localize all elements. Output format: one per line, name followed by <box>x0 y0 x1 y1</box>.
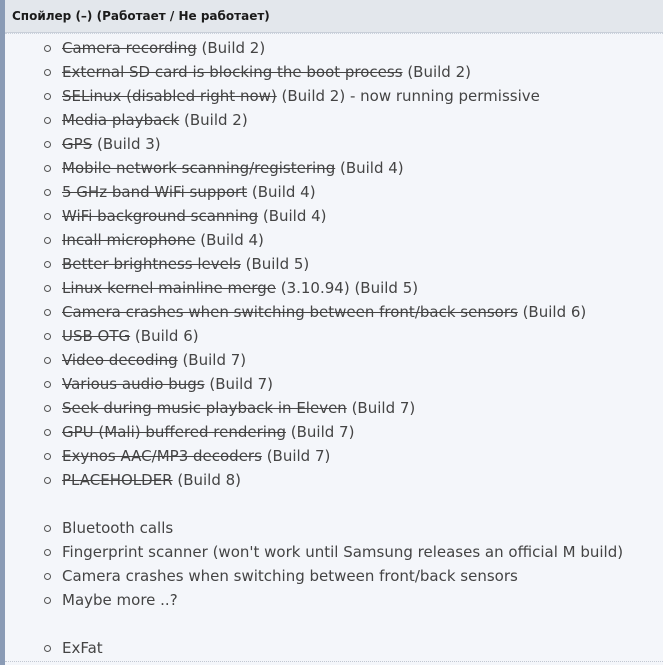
extra-list <box>5 636 103 660</box>
spoiler-header[interactable] <box>5 0 663 33</box>
list-item <box>5 156 586 180</box>
list-item <box>5 636 103 660</box>
build-note: (Build 7) <box>261 447 331 465</box>
fixed-issue-name: USB OTG <box>62 327 131 345</box>
broken-issue-name: Fingerprint scanner (won't work until Samsung releases an official M build) <box>62 543 624 561</box>
build-note: (3.10.94) (Build 5) <box>275 279 419 297</box>
spoiler-title[interactable]: Спойлер (–) (Работает / Не работает) <box>12 9 270 23</box>
fixed-issue-name: Camera crashes when switching between front/back sensors <box>62 303 518 321</box>
fixed-issue-name: GPU (Mali) buffered rendering <box>62 423 286 441</box>
fixed-issue-name: Mobile network scanning/registering <box>62 159 336 177</box>
fixed-issue-name: GPS <box>62 135 93 153</box>
list-item <box>5 444 586 468</box>
fixed-issue-name: Better brightness levels <box>62 255 241 273</box>
list-item <box>5 228 586 252</box>
list-item <box>5 396 586 420</box>
list-item <box>5 36 586 60</box>
list-item <box>5 108 586 132</box>
list-item <box>5 204 586 228</box>
build-note: (Build 7) <box>177 351 247 369</box>
fixed-issues-list <box>5 36 586 492</box>
build-note: (Build 3) <box>92 135 161 153</box>
build-note: (Build 7) <box>346 399 416 417</box>
list-item <box>5 348 586 372</box>
list-item <box>5 516 623 540</box>
fixed-issue-name: Camera recording <box>62 39 197 57</box>
build-note: (Build 4) <box>335 159 404 177</box>
fixed-issue-name: Video decoding <box>62 351 178 369</box>
build-note: (Build 2) <box>196 39 266 57</box>
broken-issues-list <box>5 516 623 612</box>
list-item <box>5 468 586 492</box>
list-item <box>5 324 586 348</box>
fixed-issue-name: Exynos AAC/MP3 decoders <box>62 447 262 465</box>
list-item <box>5 60 586 84</box>
list-item <box>5 372 586 396</box>
list-item <box>5 564 623 588</box>
list-item <box>5 300 586 324</box>
fixed-issue-name: WiFi background scanning <box>62 207 259 225</box>
fixed-issue-name: Linux kernel mainline merge <box>62 279 276 297</box>
fixed-issue-name: 5 GHz band WiFi support <box>62 183 248 201</box>
list-item <box>5 540 623 564</box>
build-note: (Build 2) <box>179 111 248 129</box>
build-note: (Build 8) <box>172 471 242 489</box>
fixed-issue-name: PLACEHOLDER <box>62 471 173 489</box>
list-item <box>5 276 586 300</box>
fixed-issue-name: Various audio bugs <box>62 375 205 393</box>
build-note: (Build 2) <box>402 63 471 81</box>
list-item <box>5 588 623 612</box>
build-note: (Build 2) - now running permissive <box>276 87 540 105</box>
fixed-issue-name: Media playback <box>62 111 180 129</box>
build-note: (Build 4) <box>258 207 327 225</box>
fixed-issue-name: SELinux (disabled right now) <box>62 87 277 105</box>
build-note: (Build 4) <box>247 183 316 201</box>
build-note: (Build 7) <box>204 375 274 393</box>
list-item <box>5 252 586 276</box>
extra-item-name: ExFat <box>62 639 103 657</box>
build-note: (Build 7) <box>286 423 355 441</box>
list-item <box>5 132 586 156</box>
fixed-issue-name: Seek during music playback in Eleven <box>62 399 347 417</box>
list-item <box>5 84 586 108</box>
fixed-issue-name: Incall microphone <box>62 231 196 249</box>
build-note: (Build 4) <box>195 231 264 249</box>
list-item <box>5 180 586 204</box>
build-note: (Build 6) <box>517 303 587 321</box>
broken-issue-name: Maybe more ..? <box>62 591 178 609</box>
fixed-issue-name: External SD card is blocking the boot process <box>62 63 403 81</box>
broken-issue-name: Camera crashes when switching between front/back sensors <box>62 567 518 585</box>
build-note: (Build 6) <box>130 327 199 345</box>
broken-issue-name: Bluetooth calls <box>62 519 174 537</box>
bottom-divider <box>5 661 663 662</box>
list-item <box>5 420 586 444</box>
build-note: (Build 5) <box>240 255 310 273</box>
